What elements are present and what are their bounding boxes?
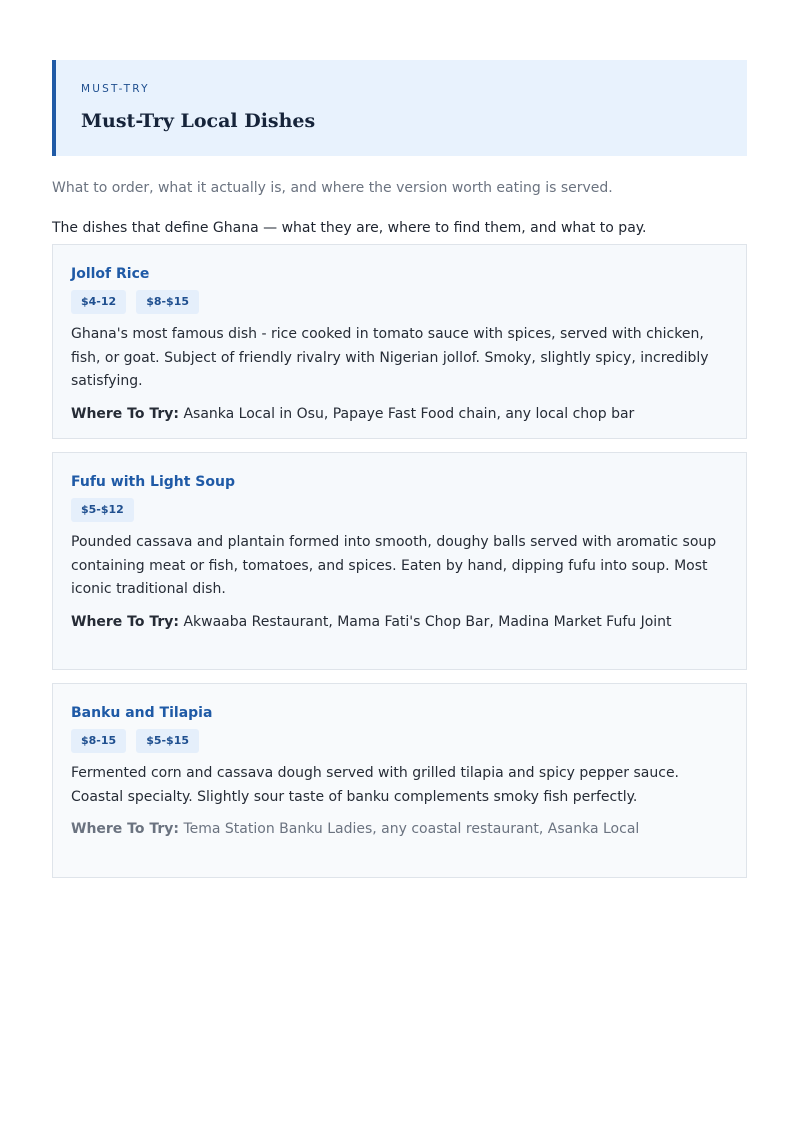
dish-card-jollof-rice xyxy=(52,244,747,439)
where-to-try-places: Tema Station Banku Ladies, any coastal restaurant, Asanka Local xyxy=(183,821,640,837)
dish-name: Jollof Rice xyxy=(71,266,150,282)
dish-description: Ghana's most famous dish - rice cooked in tomato sauce with spices, served with chicken, fish, or goat. Subject of friendly rivalry with Nigerian jollof. Smoky, slightly spicy, incredibly satisfying. xyxy=(71,326,709,389)
price-badge: $5-$12 xyxy=(71,498,134,522)
where-to-try xyxy=(71,819,728,839)
where-to-try-places: Akwaaba Restaurant, Mama Fati's Chop Bar, Madina Market Fufu Joint xyxy=(183,613,672,630)
price-badge: $8-15 xyxy=(71,729,126,753)
section-eyebrow: MUST-TRY xyxy=(81,83,150,95)
price-badge: $8-$15 xyxy=(136,290,199,314)
price-badges xyxy=(71,729,728,753)
where-to-try xyxy=(71,612,728,632)
dish-list xyxy=(52,244,747,878)
where-to-try-label: Where To Try: xyxy=(71,821,180,837)
where-to-try xyxy=(71,404,728,424)
page-title: Must-Try Local Dishes xyxy=(81,110,316,132)
price-badges xyxy=(71,498,728,522)
where-to-try-label: Where To Try: xyxy=(71,613,180,630)
guide-page xyxy=(52,60,747,891)
dish-name: Banku and Tilapia xyxy=(71,705,213,721)
where-to-try-places: Asanka Local in Osu, Papaye Fast Food chain, any local chop bar xyxy=(183,405,635,422)
dish-card-fufu-light-soup xyxy=(52,452,747,670)
price-badge: $4-12 xyxy=(71,290,126,314)
dish-name: Fufu with Light Soup xyxy=(71,474,235,490)
price-badges xyxy=(71,290,728,314)
dish-card-banku-tilapia xyxy=(52,683,747,878)
intro-text: The dishes that define Ghana — what they are, where to find them, and what to pay. xyxy=(52,220,647,236)
dish-description: Fermented corn and cassava dough served with grilled tilapia and spicy pepper sauce. Coastal specialty. Slightly sour taste of banku complements smoky fish perfectly. xyxy=(71,765,680,805)
price-badge: $5-$15 xyxy=(136,729,199,753)
where-to-try-label: Where To Try: xyxy=(71,405,180,422)
section-header xyxy=(52,60,747,156)
dish-description: Pounded cassava and plantain formed into smooth, doughy balls served with aromatic soup containing meat or fish, tomatoes, and spices. Eaten by hand, dipping fufu into soup. Most iconic traditional dish. xyxy=(71,534,717,597)
page-subtitle: What to order, what it actually is, and where the version worth eating is served. xyxy=(52,180,613,196)
